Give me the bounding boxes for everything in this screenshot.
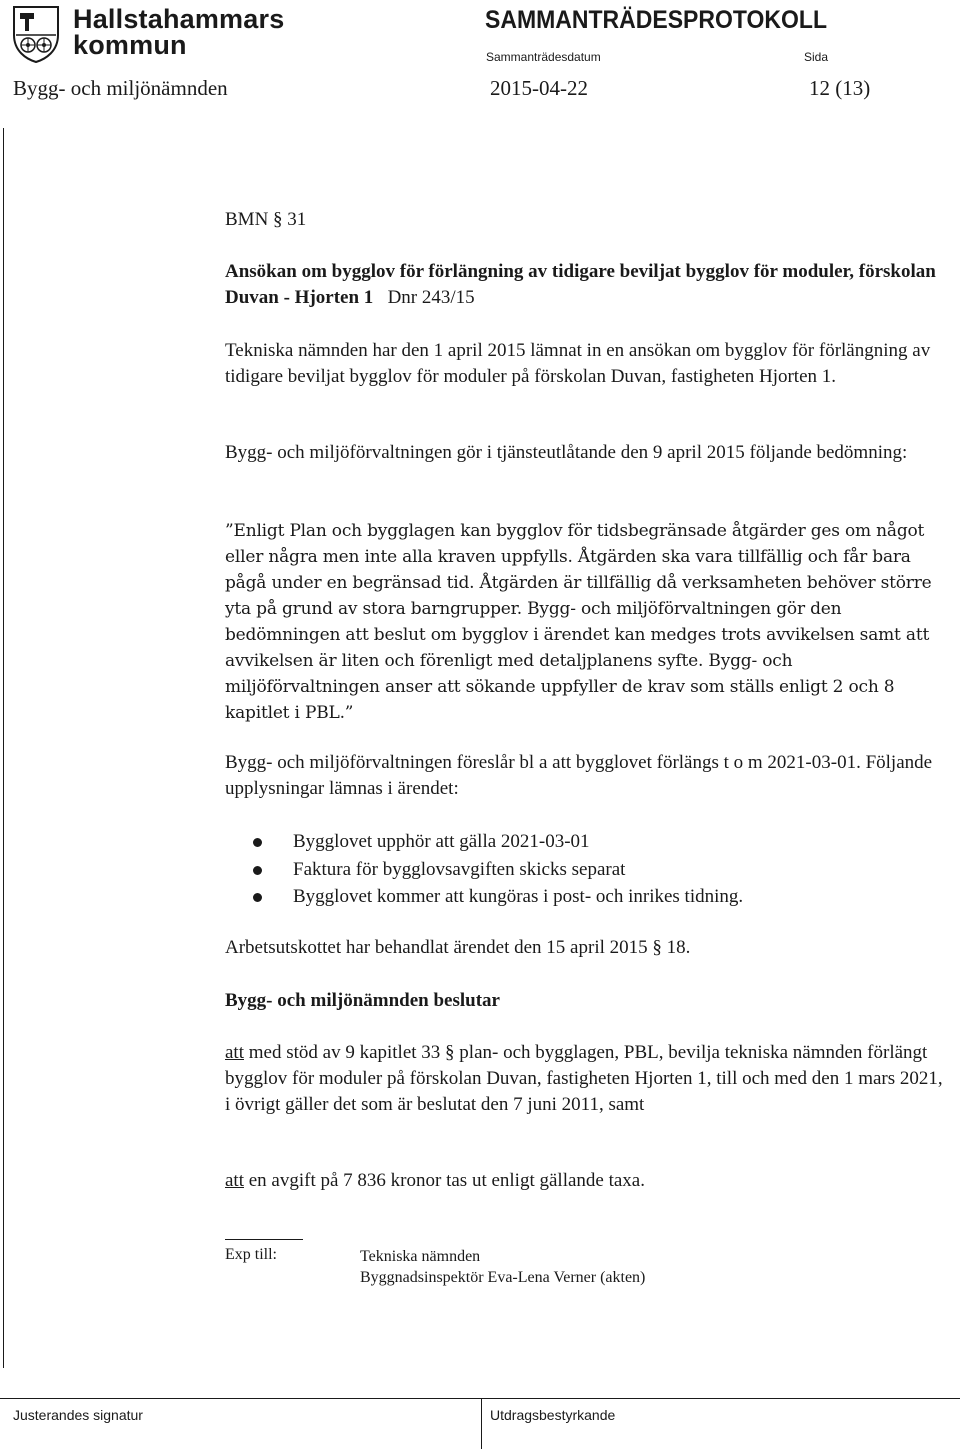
bullet-icon <box>253 866 262 875</box>
left-margin-rule <box>3 128 4 1368</box>
recipient: Byggnadsinspektör Eva-Lena Verner (akten) <box>360 1269 646 1286</box>
proposal-paragraph: Bygg- och miljöförvaltningen föreslår bl a att bygglovet förlängs t o m 2021-03-01. Följande upplysningar lämnas i ärendet: <box>225 752 933 799</box>
list-item <box>225 857 743 885</box>
background-paragraph: Tekniska nämnden har den 1 april 2015 lämnat in en ansökan om bygglov för förlängning av tidigare beviljat bygglov för moduler på förskolan Duvan, fastigheten Hjorten 1. <box>225 340 931 387</box>
decision-heading: Bygg- och miljönämnden beslutar <box>225 990 500 1011</box>
document-title: SAMMANTRÄDESPROTOKOLL <box>485 6 828 34</box>
decision-item-1-text: med stöd av 9 kapitlet 33 § plan- och bygglagen, PBL, bevilja tekniska nämnden förlängt bygglov för moduler på förskolan Duvan, fastigheten Hjorten 1, till och med den 1 mars 2021, i övrigt gäller det som är beslutat den 7 juni 2011, samt <box>225 1042 943 1115</box>
footer-divider <box>481 1398 482 1449</box>
municipality-name-line2: kommun <box>73 30 187 60</box>
case-title <box>225 259 947 311</box>
decision-item-2-text: en avgift på 7 836 kronor tas ut enligt gällande taxa. <box>244 1170 645 1191</box>
meeting-date-label: Sammanträdesdatum <box>486 50 601 64</box>
case-title-text: Ansökan om bygglov för förlängning av tidigare beviljat bygglov för moduler, förskolan Duvan - Hjorten 1 <box>225 261 936 308</box>
expedition-rule <box>225 1239 303 1240</box>
information-list <box>225 829 743 912</box>
assessment-quote: ”Enligt Plan och bygglagen kan bygglov för tidsbegränsade åtgärder ges om något eller några men inte alla kraven uppfylls. Åtgärden ska vara tillfällig och får bara pågå under en begränsad tid. Åtgärden är tillfällig då verksamheten behöver större yta på grund av stora barngrupper. Bygg- och miljöförvaltningen gör den bedömningen att beslut om bygglov i ärendet kan medges trots avvikelsen samt att avvikelsen är liten och förenligt med detaljplanens syfte. Bygg- och miljöförvaltningen anser att sökande uppfyller de krav som ställs enligt 2 och 8 kapitlet i PBL.” <box>225 521 932 723</box>
assessment-intro: Bygg- och miljöförvaltningen gör i tjänsteutlåtande den 9 april 2015 följande bedömning: <box>225 442 908 463</box>
bullet-icon <box>253 838 262 847</box>
expedition-recipients <box>360 1246 645 1288</box>
municipality-crest-logo <box>12 5 60 63</box>
att-keyword: att <box>225 1042 244 1063</box>
footer-rule <box>0 1398 960 1399</box>
list-item-text: Bygglovet kommer att kungöras i post- och inrikes tidning. <box>293 886 744 907</box>
decision-item-1 <box>225 1040 947 1118</box>
meeting-date: 2015-04-22 <box>490 76 588 100</box>
decision-item-2 <box>225 1168 645 1194</box>
recipient: Tekniska nämnden <box>360 1248 481 1265</box>
bullet-icon <box>253 893 262 902</box>
page-label: Sida <box>804 50 829 64</box>
list-item <box>225 884 743 912</box>
page-number: 12 (13) <box>809 76 871 100</box>
case-number: BMN § 31 <box>225 209 307 230</box>
municipality-name-line1: Hallstahammars <box>73 4 285 34</box>
extract-certification-label: Utdragsbestyrkande <box>490 1407 616 1423</box>
expedition-label: Exp till: <box>225 1246 277 1263</box>
list-item <box>225 829 743 857</box>
att-keyword: att <box>225 1170 244 1191</box>
committee-name: Bygg- och miljönämnden <box>13 76 228 100</box>
signature-label: Justerandes signatur <box>13 1407 143 1423</box>
case-dnr: Dnr 243/15 <box>387 287 475 308</box>
working-committee-paragraph: Arbetsutskottet har behandlat ärendet den 15 april 2015 § 18. <box>225 937 691 958</box>
list-item-text: Faktura för bygglovsavgiften skicks separat <box>293 858 626 880</box>
list-item-text: Bygglovet upphör att gälla 2021-03-01 <box>293 831 590 852</box>
